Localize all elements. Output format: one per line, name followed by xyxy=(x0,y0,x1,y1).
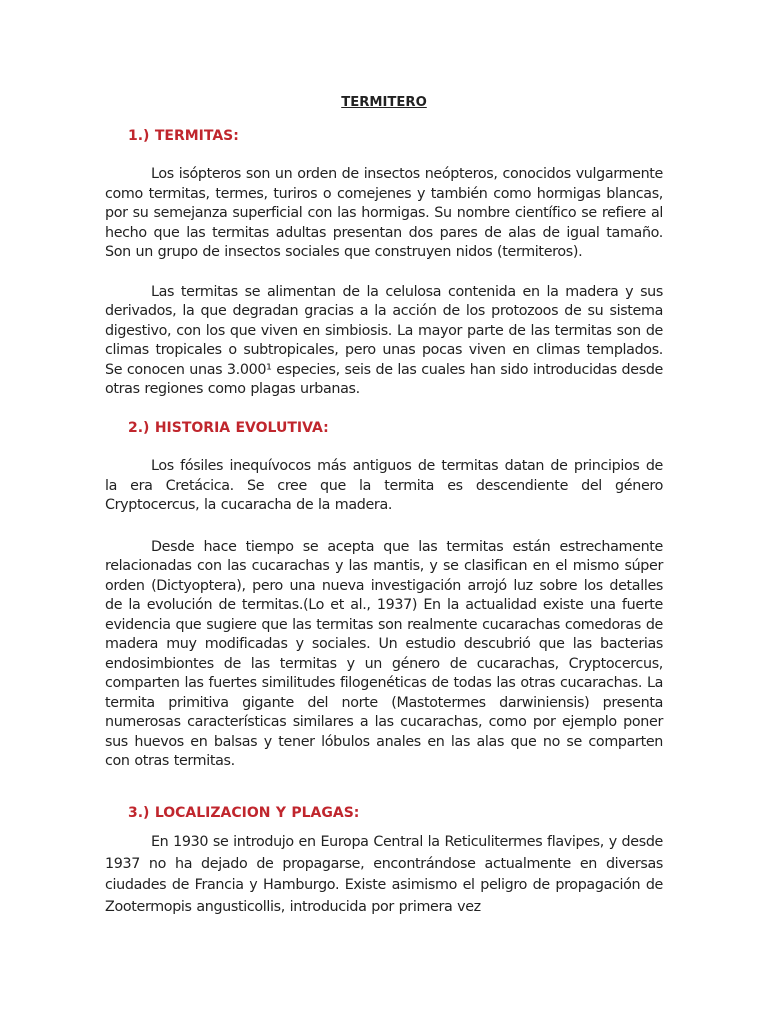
section-1-paragraph-2: Las termitas se alimentan de la celulosa contenida en la madera y sus derivados, la que degradan gracias a la acción de los protozoos de su sistema digestivo, con los que viven en simbiosis. La mayor parte de las termitas son de climas tropicales o subtropicales, pero unas pocas viven en climas templados. Se conocen unas 3.000¹ especies, seis de las cuales han sido introducidas desde otras regiones como plagas urbanas. xyxy=(105,283,663,397)
document-title: TERMITERO xyxy=(341,95,427,110)
section-2-paragraph-2: Desde hace tiempo se acepta que las termitas están estrechamente relacionadas con las cucarachas y las mantis, y se clasifican en el mismo súper orden (Dictyoptera), pero una nueva investigación arrojó luz sobre los detalles de la evolución de termitas.(Lo et al., 1937) En la actualidad existe una fuerte evidencia que sugiere que las termitas son realmente cucarachas comedoras de madera muy modificadas y sociales. Un estudio descubrió que las bacterias endosimbiontes de las termitas y un género de cucarachas, Cryptocercus, comparten las fuertes similitudes filogenéticas de todas las otras cucarachas. La termita primitiva gigante del norte (Mastotermes darwiniensis) presenta numerosas características similares a las cucarachas, como por ejemplo poner sus huevos en balsas y tener lóbulos anales en las alas que no se comparten con otras termitas. xyxy=(105,538,663,769)
section-3-heading: 3.) LOCALIZACION Y PLAGAS: xyxy=(128,804,360,821)
section-1-heading: 1.) TERMITAS: xyxy=(128,127,239,144)
section-1-paragraph-1: Los isópteros son un orden de insectos neópteros, conocidos vulgarmente como termitas, termes, turiros o comejenes y también como hormigas blancas, por su semejanza superficial con las hormigas. Su nombre científico se refiere al hecho que las termitas adultas presentan dos pares de alas de igual tamaño. Son un grupo de insectos sociales que construyen nidos (termiteros). xyxy=(105,166,663,260)
section-2-heading: 2.) HISTORIA EVOLUTIVA: xyxy=(128,419,329,436)
section-3-paragraph-1: En 1930 se introdujo en Europa Central la Reticulitermes flavipes, y desde 1937 no ha dejado de propagarse, encontrándose actualmente en diversas ciudades de Francia y Hamburgo. Existe asimismo el peligro de propagación de Zootermopis angusticollis, introducida por primera vez xyxy=(105,834,663,915)
section-2-paragraph-1: Los fósiles inequívocos más antiguos de termitas datan de principios de la era Cretácica. Se cree que la termita es descendiente del género Cryptocercus, la cucaracha de la madera. xyxy=(105,458,663,513)
document-body xyxy=(105,93,663,918)
